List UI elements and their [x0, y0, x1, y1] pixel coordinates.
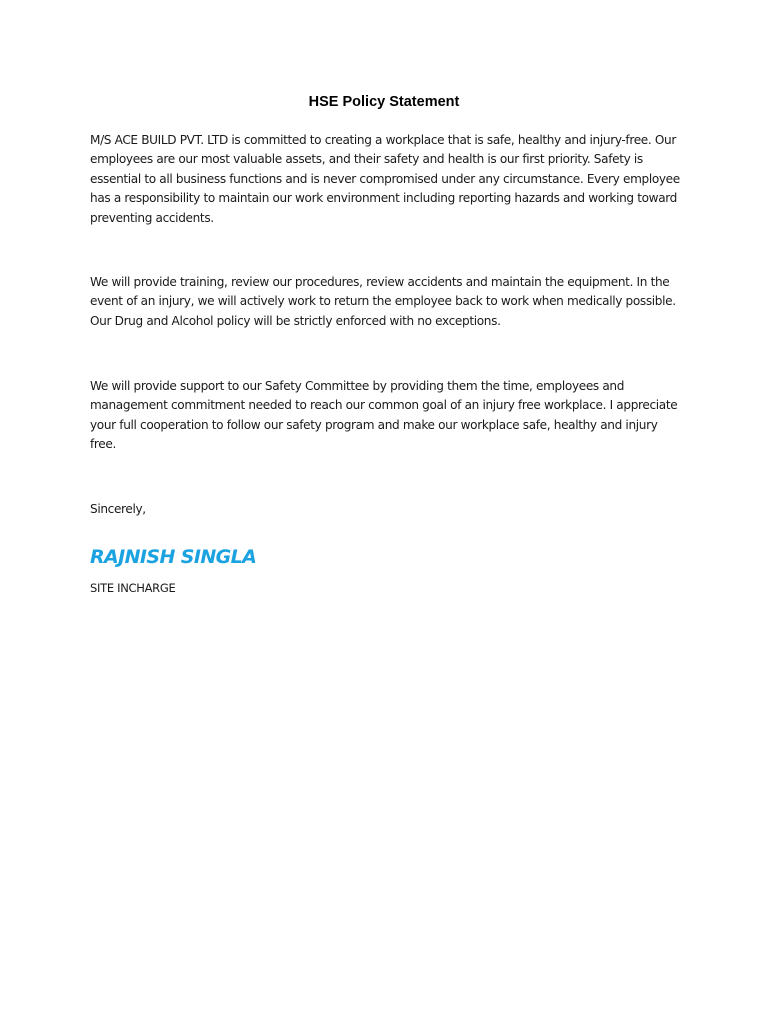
document-title: HSE Policy Statement [308, 94, 460, 110]
policy-paragraph-support: We will provide support to our Safety Committee by providing them the time, employees and management commitment needed to reach our common goal of an injury free workplace. I appreciate your full cooperation to follow our safety program and make our workplace safe, healthy and injury free. [90, 379, 678, 452]
closing-salutation: Sincerely, [90, 502, 146, 516]
policy-paragraph-training: We will provide training, review our procedures, review accidents and maintain the equipment. In the event of an injury, we will actively work to return the employee back to work when medically possible. Our Drug and Alcohol policy will be strictly enforced with no exceptions. [90, 275, 676, 328]
signatory-name: RAJNISH SINGLA [90, 546, 257, 568]
signatory-role: SITE INCHARGE [90, 581, 176, 595]
policy-paragraph-commitment: M/S ACE BUILD PVT. LTD is committed to creating a workplace that is safe, healthy and injury-free. Our employees are our most valuable assets, and their safety and health is our first priority. Safety is essential to all business functions and is never compromised under any circumstance. Every employee has a responsibility to maintain our work environment including reporting hazards and working toward preventing accidents. [90, 133, 680, 225]
